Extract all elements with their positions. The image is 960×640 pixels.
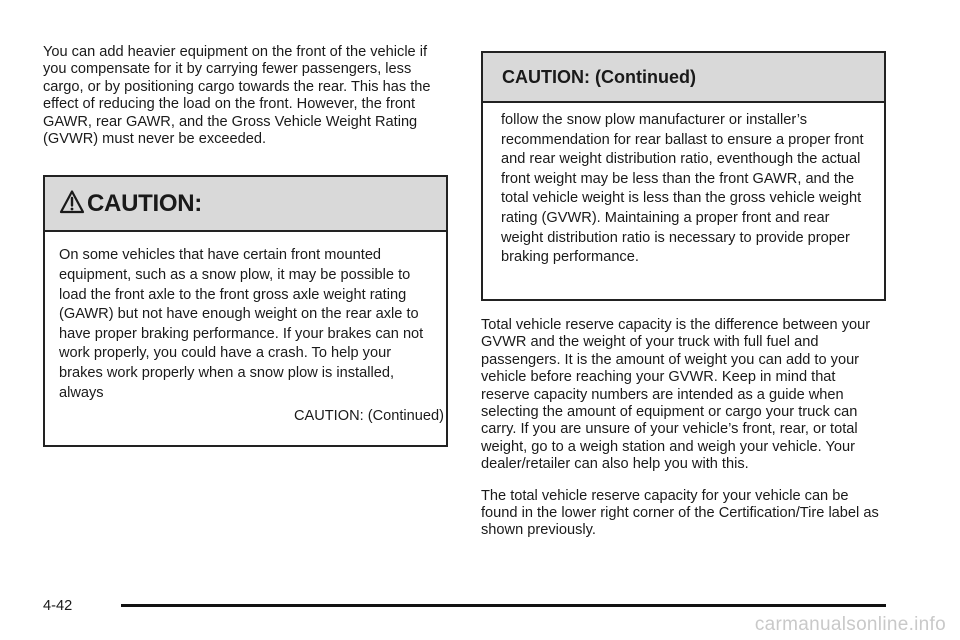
caution-box — [43, 175, 448, 447]
footer-divider — [121, 604, 886, 607]
caution-body: On some vehicles that have certain front mounted equipment, such as a snow plow, it may be possible to load the front axle to the front gross axle weight rating (GAWR) but not have enough weight on the rear axle to have proper braking performance. If your brakes can not work properly, you could have a crash. To help your brakes work properly when a snow plow is installed, always — [59, 247, 424, 401]
warning-triangle-icon — [59, 189, 85, 215]
reserve-capacity-location-paragraph: The total vehicle reserve capacity for your vehicle can be found in the lower right corner of the Certification/Tire label as shown previously. — [481, 487, 879, 539]
left-column — [43, 44, 448, 447]
caution-continued-box — [481, 51, 886, 301]
reserve-capacity-paragraph: Total vehicle reserve capacity is the difference between your GVWR and the weight of your truck with full fuel and passengers. It is the amount of weight you can add to your vehicle before reaching your GVWR. Keep in mind that reserve capacity numbers are intended as a guide when selecting the amount of equipment or cargo your truck can carry. If you are unsure of your vehicle’s front, rear, or total weight, go to a weigh station and weigh your vehicle. Your dealer/retailer can also help you with this. — [481, 317, 871, 473]
intro-paragraph: You can add heavier equipment on the front of the vehicle if you compensate for it by carrying fewer passengers, less cargo, or by positioning cargo towards the rear. This has the effect of reducing the load on the front. However, the front GAWR, rear GAWR, and the Gross Vehicle Weight Rating (GVWR) must never be exceeded. — [43, 44, 431, 148]
page-number: 4-42 — [43, 598, 73, 614]
caution-title: CAUTION: — [87, 189, 202, 217]
caution-continued-body: follow the snow plow manufacturer or installer’s recommendation for rear ballast to ensure a proper front and rear weight distribution ratio, eventhough the actual front weight may be less than the front GAWR, and the total vehicle weight is less than the gross vehicle weight rating (GVWR). Maintaining a proper front and rear weight distribution ratio is necessary to provide proper braking performance. — [501, 112, 864, 266]
caution-header — [45, 177, 446, 232]
caution-continued-label: CAUTION: (Continued) — [293, 408, 444, 425]
watermark: carmanualsonline.info — [754, 614, 946, 635]
caution-continued-header — [483, 53, 884, 103]
caution-continued-title: CAUTION: (Continued) — [502, 66, 696, 87]
right-column — [481, 51, 886, 540]
